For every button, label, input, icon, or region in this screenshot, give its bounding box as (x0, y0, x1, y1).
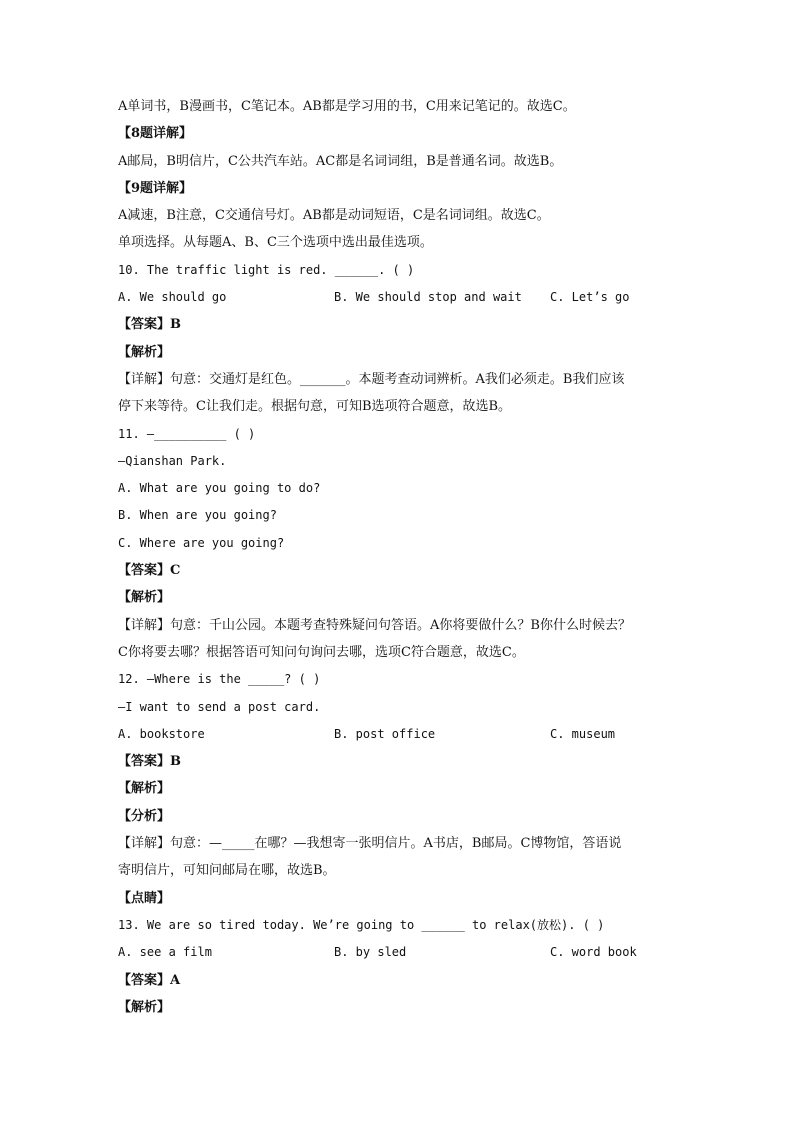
section-heading: 【答案】B (118, 754, 181, 770)
answer-options (118, 721, 678, 748)
text-line: 停下来等待。C让我们走。根据句意，可知B选项符合题意，故选B。 (118, 399, 512, 415)
section-heading: 【答案】B (118, 317, 181, 333)
option-a: A. We should go (118, 290, 227, 305)
question-line: 12. —Where is the _____? ( ) (118, 672, 321, 687)
option-a: A. see a film (118, 945, 212, 960)
question-line: B. When are you going? (118, 508, 277, 523)
option-c: C. word book (550, 945, 637, 960)
question-line: —Qianshan Park. (118, 453, 227, 468)
question-line: A. What are you going to do? (118, 481, 321, 496)
text-line: 【详解】句意：交通灯是红色。_______。本题考查动词辨析。A我们必须走。B我们应该 (118, 371, 625, 387)
section-heading: 【答案】A (118, 972, 181, 988)
text-line: A单词书，B漫画书，C笔记本。AB都是学习用的书，C用来记笔记的。故选C。 (118, 99, 576, 114)
section-heading: 【答案】C (118, 563, 181, 579)
section-heading: 【解析】 (118, 781, 171, 797)
option-b: B. by sled (334, 945, 407, 960)
section-heading: 【解析】 (118, 999, 171, 1015)
question-line: 10. The traffic light is red. ______. ( ) (118, 262, 415, 277)
section-heading: 【分析】 (118, 808, 171, 824)
option-b: B. We should stop and wait (334, 290, 522, 305)
answer-options (118, 284, 678, 311)
question-line: 13. We are so tired today. We’re going to ______ to relax(放松). ( ) (118, 917, 605, 932)
text-line: C你将要去哪？根据答语可知问句询问去哪，选项C符合题意，故选C。 (118, 644, 525, 660)
text-line: 单项选择。从每题A、B、C三个选项中选出最佳选项。 (118, 235, 433, 251)
text-line: A减速，B注意，C交通信号灯。AB都是动词短语，C是名词词组。故选C。 (118, 208, 550, 224)
question-line: C. Where are you going? (118, 535, 285, 550)
section-heading: 【8题详解】 (118, 126, 193, 142)
option-a: A. bookstore (118, 726, 205, 741)
section-heading: 【点睛】 (118, 890, 171, 906)
text-line: 寄明信片，可知问邮局在哪，故选B。 (118, 863, 336, 879)
text-line: A邮局，B明信片，C公共汽车站。AC都是名词词组，B是普通名词。故选B。 (118, 153, 563, 169)
answer-options (118, 939, 678, 966)
section-heading: 【9题详解】 (118, 180, 193, 196)
option-b: B. post office (334, 726, 436, 741)
option-c: C. museum (550, 726, 616, 741)
text-line: 【详解】句意：—_____在哪？—我想寄一张明信片。A书店，B邮局。C博物馆，答语说 (118, 836, 622, 852)
option-c: C. Let’s go (550, 290, 630, 305)
question-line: —I want to send a post card. (118, 699, 321, 714)
text-line: 【详解】句意：千山公园。本题考查特殊疑问句答语。A你将要做什么？B你什么时候去？ (118, 617, 631, 633)
document-page (118, 93, 678, 1021)
section-heading: 【解析】 (118, 590, 171, 606)
section-heading: 【解析】 (118, 344, 171, 360)
question-line: 11. —__________ ( ) (118, 426, 256, 441)
